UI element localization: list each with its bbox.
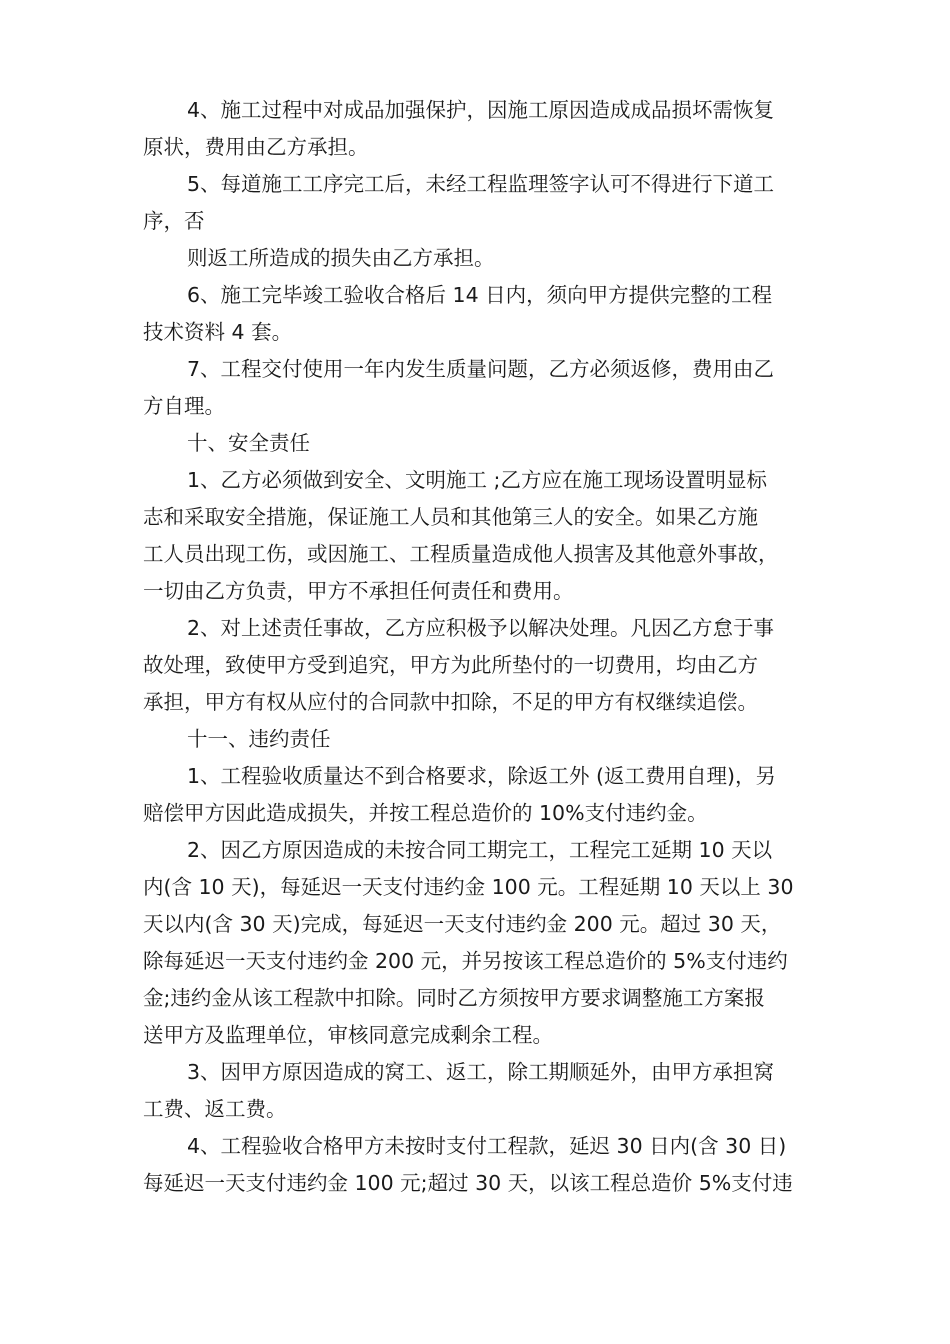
paragraph-line: 内(含 10 天)，每延迟一天支付违约金 100 元。工程延期 10 天以上 30 (143, 875, 794, 899)
paragraph-line: 1、乙方必须做到安全、文明施工 ;乙方应在施工现场设置明显标 (187, 468, 767, 492)
paragraph-line: 7、工程交付使用一年内发生质量问题，乙方必须返修，费用由乙 (187, 357, 775, 381)
paragraph-line: 1、工程验收质量达不到合格要求，除返工外 (返工费用自理)，另 (187, 764, 777, 788)
paragraph-line: 4、工程验收合格甲方未按时支付工程款，延迟 30 日内(含 30 日) (187, 1134, 787, 1158)
paragraph-line: 工费、返工费。 (143, 1097, 287, 1121)
paragraph-line: 除每延迟一天支付违约金 200 元，并另按该工程总造价的 5%支付违约 (143, 949, 788, 973)
document-body (143, 92, 811, 1202)
paragraph-line: 2、因乙方原因造成的未按合同工期完工，工程完工延期 10 天以 (187, 838, 773, 862)
section-heading: 十、安全责任 (187, 431, 310, 455)
paragraph-line: 序，否 (143, 209, 205, 233)
paragraph-line: 承担，甲方有权从应付的合同款中扣除，不足的甲方有权继续追偿。 (143, 690, 758, 714)
paragraph-line: 技术资料 4 套。 (143, 320, 293, 344)
paragraph-line: 志和采取安全措施，保证施工人员和其他第三人的安全。如果乙方施 (143, 505, 758, 529)
paragraph-line: 一切由乙方负责，甲方不承担任何责任和费用。 (143, 579, 574, 603)
paragraph-line: 故处理，致使甲方受到追究，甲方为此所垫付的一切费用，均由乙方 (143, 653, 758, 677)
paragraph-line: 则返工所造成的损失由乙方承担。 (187, 246, 495, 270)
paragraph-line: 天以内(含 30 天)完成，每延迟一天支付违约金 200 元。超过 30 天， (143, 912, 782, 936)
paragraph-line: 6、施工完毕竣工验收合格后 14 日内，须向甲方提供完整的工程 (187, 283, 773, 307)
paragraph-line: 送甲方及监理单位，审核同意完成剩余工程。 (143, 1023, 553, 1047)
paragraph-line: 2、对上述责任事故，乙方应积极予以解决处理。凡因乙方怠于事 (187, 616, 775, 640)
paragraph-line: 3、因甲方原因造成的窝工、返工，除工期顺延外，由甲方承担窝 (187, 1060, 775, 1084)
paragraph-line: 4、施工过程中对成品加强保护，因施工原因造成成品损坏需恢复 (187, 98, 775, 122)
paragraph-line: 原状，费用由乙方承担。 (143, 135, 369, 159)
paragraph-line: 工人员出现工伤，或因施工、工程质量造成他人损害及其他意外事故， (143, 542, 779, 566)
paragraph-line: 方自理。 (143, 394, 225, 418)
paragraph-line: 5、每道施工工序完工后，未经工程监理签字认可不得进行下道工 (187, 172, 775, 196)
section-heading: 十一、违约责任 (187, 727, 331, 751)
paragraph-line: 金;违约金从该工程款中扣除。同时乙方须按甲方要求调整施工方案报 (143, 986, 765, 1010)
paragraph-line: 每延迟一天支付违约金 100 元;超过 30 天，以该工程总造价 5%支付违 (143, 1171, 793, 1195)
paragraph-line: 赔偿甲方因此造成损失，并按工程总造价的 10%支付违约金。 (143, 801, 708, 825)
